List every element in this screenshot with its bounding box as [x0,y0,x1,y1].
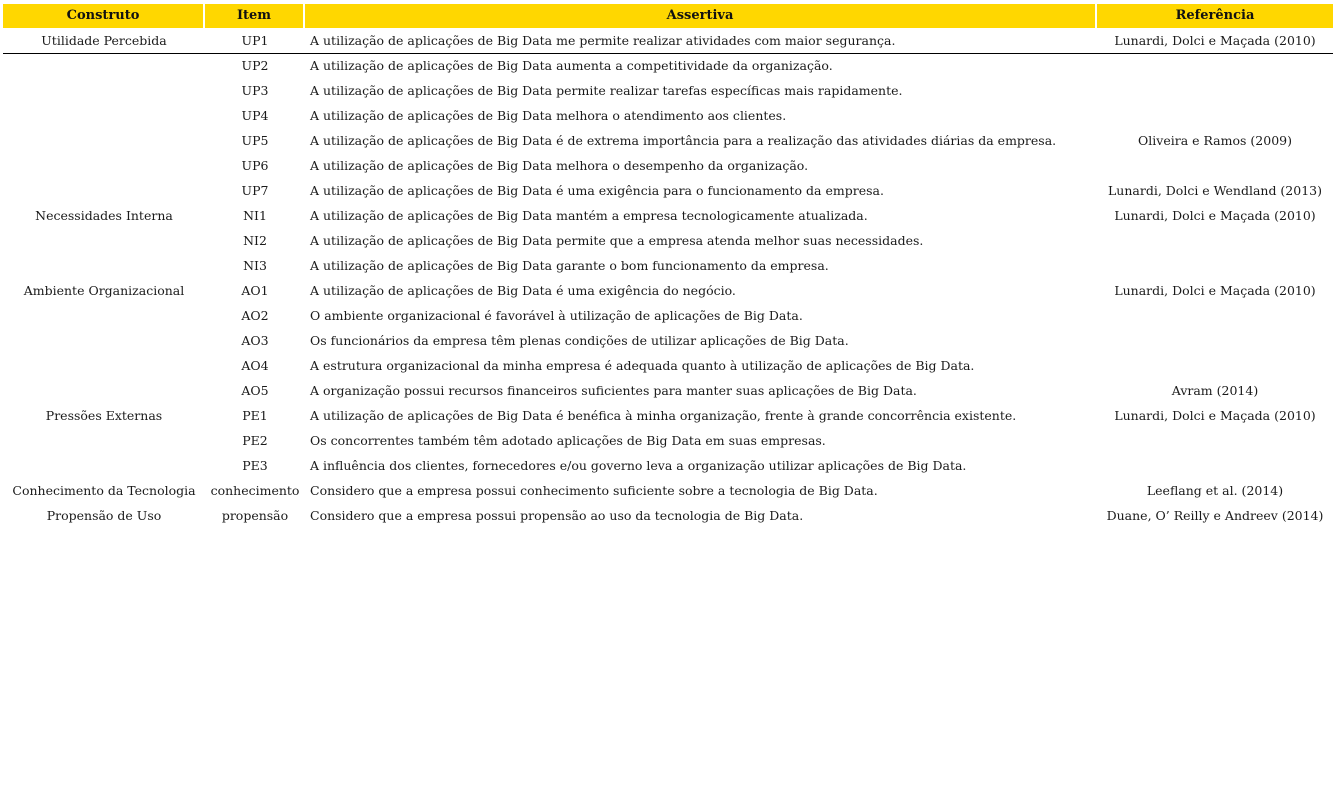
cell-assertiva: A utilização de aplicações de Big Data permite realizar tarefas específicas mais rapidamente. [310,83,903,98]
cell-construto [3,153,205,178]
cell-referencia [1097,428,1333,453]
cell-construto [3,53,205,78]
cell-item: propensão [221,508,289,523]
cell-construto [3,253,205,278]
header-assertiva: Assertiva [305,4,1097,28]
cell-assertiva: A utilização de aplicações de Big Data me permite realizar atividades com maior segurança. [310,33,896,48]
cell-construto [3,303,205,328]
table-row [3,278,1333,303]
cell-construto: Utilidade Percebida [41,33,167,48]
table-row [3,428,1333,453]
header-item: Item [205,4,305,28]
cell-assertiva: O ambiente organizacional é favorável à utilização de aplicações de Big Data. [310,308,803,323]
table-row [3,178,1333,203]
cell-item: conhecimento [210,483,300,498]
cell-item: UP3 [241,83,269,98]
table-row [3,303,1333,328]
table-row [3,28,1333,53]
cell-assertiva: A utilização de aplicações de Big Data é de extrema importância para a realização das atividades diárias da empresa. [310,133,1057,148]
cell-item: NI2 [243,233,267,248]
table-row [3,453,1333,478]
cell-assertiva: A influência dos clientes, fornecedores e/ou governo leva a organização utilizar aplicações de Big Data. [310,458,967,473]
cell-referencia: Oliveira e Ramos (2009) [1138,133,1292,148]
table-row [3,128,1333,153]
cell-item: AO3 [241,333,269,348]
cell-item: NI1 [243,208,267,223]
constructs-table [3,4,1333,528]
cell-assertiva: A utilização de aplicações de Big Data é uma exigência para o funcionamento da empresa. [310,183,884,198]
table-row [3,478,1333,503]
cell-referencia: Lunardi, Dolci e Maçada (2010) [1114,408,1316,423]
cell-assertiva: A utilização de aplicações de Big Data é uma exigência do negócio. [310,283,736,298]
header-construto: Construto [3,4,205,28]
cell-item: PE2 [242,433,268,448]
cell-item: AO1 [241,283,269,298]
cell-construto [3,378,205,403]
table-row [3,103,1333,128]
cell-item: UP2 [241,58,269,73]
cell-item: UP4 [241,108,269,123]
cell-referencia [1097,153,1333,178]
table-row [3,253,1333,278]
cell-assertiva: Considero que a empresa possui propensão ao uso da tecnologia de Big Data. [310,508,804,523]
cell-referencia [1097,453,1333,478]
cell-assertiva: Considero que a empresa possui conhecimento suficiente sobre a tecnologia de Big Data. [310,483,878,498]
cell-referencia: Duane, O’ Reilly e Andreev (2014) [1106,508,1324,523]
cell-item: AO2 [241,308,269,323]
cell-referencia [1097,303,1333,328]
cell-item: NI3 [243,258,267,273]
cell-construto: Necessidades Interna [35,208,173,223]
cell-assertiva: A estrutura organizacional da minha empresa é adequada quanto à utilização de aplicações de Big Data. [310,358,975,373]
cell-construto [3,228,205,253]
cell-referencia [1097,103,1333,128]
cell-construto [3,178,205,203]
cell-item: UP7 [241,183,269,198]
cell-assertiva: A utilização de aplicações de Big Data permite que a empresa atenda melhor suas necessidades. [310,233,924,248]
cell-referencia [1097,78,1333,103]
table-row [3,353,1333,378]
cell-construto: Pressões Externas [45,408,163,423]
cell-assertiva: Os funcionários da empresa têm plenas condições de utilizar aplicações de Big Data. [310,333,849,348]
table-row [3,203,1333,228]
cell-referencia: Lunardi, Dolci e Wendland (2013) [1108,183,1322,198]
cell-referencia: Lunardi, Dolci e Maçada (2010) [1114,208,1316,223]
cell-construto: Ambiente Organizacional [23,283,185,298]
cell-item: UP1 [241,33,269,48]
cell-construto [3,128,205,153]
table-row [3,228,1333,253]
cell-construto [3,78,205,103]
cell-item: AO5 [241,383,269,398]
cell-assertiva: A utilização de aplicações de Big Data melhora o atendimento aos clientes. [310,108,787,123]
table-row [3,78,1333,103]
cell-assertiva: Os concorrentes também têm adotado aplicações de Big Data em suas empresas. [310,433,826,448]
cell-construto [3,428,205,453]
cell-referencia [1097,328,1333,353]
cell-referencia: Lunardi, Dolci e Maçada (2010) [1114,283,1316,298]
table-row [3,403,1333,428]
cell-assertiva: A utilização de aplicações de Big Data aumenta a competitividade da organização. [310,58,833,73]
cell-construto [3,353,205,378]
table-row [3,153,1333,178]
cell-assertiva: A utilização de aplicações de Big Data é benéfica à minha organização, frente à grande concorrência existente. [310,408,1017,423]
cell-item: UP5 [241,133,269,148]
table-body [3,28,1333,528]
cell-item: AO4 [241,358,269,373]
header-referencia: Referência [1097,4,1333,28]
cell-item: UP6 [241,158,269,173]
cell-assertiva: A utilização de aplicações de Big Data mantém a empresa tecnologicamente atualizada. [310,208,868,223]
cell-assertiva: A utilização de aplicações de Big Data garante o bom funcionamento da empresa. [310,258,829,273]
cell-referencia: Lunardi, Dolci e Maçada (2010) [1114,33,1316,48]
cell-item: PE1 [242,408,268,423]
cell-item: PE3 [242,458,268,473]
cell-assertiva: A organização possui recursos financeiros suficientes para manter suas aplicações de Big Data. [310,383,917,398]
table-row [3,53,1333,78]
cell-referencia [1097,353,1333,378]
cell-construto [3,328,205,353]
cell-referencia: Avram (2014) [1171,383,1259,398]
cell-assertiva: A utilização de aplicações de Big Data melhora o desempenho da organização. [310,158,809,173]
cell-construto: Conhecimento da Tecnologia [12,483,196,498]
cell-construto [3,453,205,478]
cell-referencia [1097,53,1333,78]
cell-referencia: Leeflang et al. (2014) [1146,483,1284,498]
table-header [3,4,1333,28]
cell-referencia [1097,228,1333,253]
cell-construto: Propensão de Uso [46,508,162,523]
cell-construto [3,103,205,128]
table-row [3,378,1333,403]
cell-referencia [1097,253,1333,278]
table-row [3,328,1333,353]
table-row [3,503,1333,528]
